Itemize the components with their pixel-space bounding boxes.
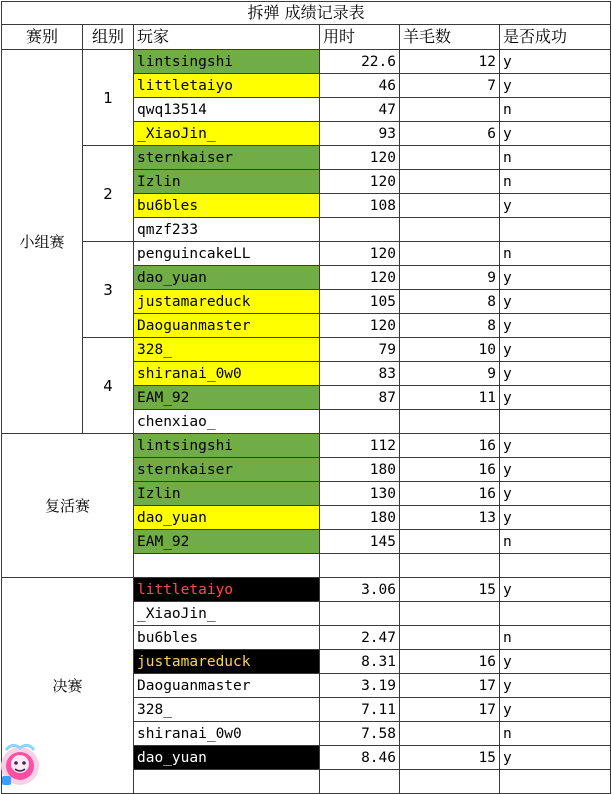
time-cell[interactable]: 7.11 (320, 698, 400, 722)
time-cell[interactable]: 8.46 (320, 746, 400, 770)
wool-cell[interactable]: 8 (400, 290, 500, 314)
table-row (2, 338, 611, 362)
success-cell[interactable]: y (500, 314, 611, 338)
time-cell[interactable]: 108 (320, 194, 400, 218)
wool-cell[interactable] (400, 146, 500, 170)
success-cell[interactable]: n (500, 146, 611, 170)
success-cell[interactable]: y (500, 746, 611, 770)
table-row (2, 242, 611, 266)
wool-cell[interactable] (400, 410, 500, 434)
time-cell[interactable]: 145 (320, 530, 400, 554)
success-cell[interactable]: y (500, 50, 611, 74)
wool-cell[interactable]: 9 (400, 266, 500, 290)
header-stage[interactable]: 赛别 (2, 25, 83, 50)
group-label[interactable]: 1 (83, 50, 134, 146)
wool-cell[interactable] (400, 98, 500, 122)
time-cell[interactable]: 7.58 (320, 722, 400, 746)
header-player[interactable]: 玩家 (134, 25, 320, 50)
player-cell[interactable]: sternkaiser (134, 146, 320, 170)
wool-cell[interactable]: 15 (400, 578, 500, 602)
success-cell[interactable] (500, 770, 611, 794)
time-cell[interactable] (320, 554, 400, 578)
wool-cell[interactable] (400, 218, 500, 242)
time-cell[interactable] (320, 410, 400, 434)
success-cell[interactable]: n (500, 626, 611, 650)
wool-cell[interactable] (400, 170, 500, 194)
time-cell[interactable]: 79 (320, 338, 400, 362)
wool-cell[interactable]: 16 (400, 458, 500, 482)
wool-cell[interactable]: 17 (400, 698, 500, 722)
player-cell[interactable]: sternkaiser (134, 458, 320, 482)
player-cell[interactable]: chenxiao_ (134, 410, 320, 434)
player-cell[interactable]: EAM_92 (134, 386, 320, 410)
mascot-sticker-icon (0, 740, 44, 788)
player-cell[interactable]: dao_yuan (134, 506, 320, 530)
success-cell[interactable]: n (500, 98, 611, 122)
player-cell[interactable]: 328_ (134, 698, 320, 722)
success-cell[interactable]: y (500, 506, 611, 530)
time-cell[interactable] (320, 770, 400, 794)
time-cell[interactable]: 2.47 (320, 626, 400, 650)
group-label[interactable]: 2 (83, 146, 134, 242)
time-cell[interactable]: 120 (320, 170, 400, 194)
wool-cell[interactable]: 8 (400, 314, 500, 338)
time-cell[interactable]: 120 (320, 146, 400, 170)
player-cell[interactable]: shiranai_0w0 (134, 362, 320, 386)
wool-cell[interactable] (400, 194, 500, 218)
time-cell[interactable]: 3.19 (320, 674, 400, 698)
time-cell[interactable]: 47 (320, 98, 400, 122)
time-cell[interactable]: 105 (320, 290, 400, 314)
table-row (2, 146, 611, 170)
section-final[interactable]: 决赛 (2, 578, 134, 794)
success-cell[interactable]: n (500, 530, 611, 554)
time-cell[interactable]: 87 (320, 386, 400, 410)
time-cell[interactable]: 46 (320, 74, 400, 98)
table-row (2, 50, 611, 74)
table-row (2, 434, 611, 458)
player-cell[interactable]: bu6bles (134, 194, 320, 218)
player-cell[interactable] (134, 554, 320, 578)
success-cell[interactable]: y (500, 266, 611, 290)
player-cell[interactable]: lintsingshi (134, 50, 320, 74)
player-cell[interactable]: 328_ (134, 338, 320, 362)
time-cell[interactable] (320, 602, 400, 626)
player-cell[interactable]: shiranai_0w0 (134, 722, 320, 746)
header-row (2, 25, 611, 50)
success-cell[interactable]: y (500, 650, 611, 674)
section-group-stage[interactable]: 小组赛 (2, 50, 83, 434)
player-cell[interactable]: dao_yuan (134, 746, 320, 770)
success-cell[interactable]: y (500, 434, 611, 458)
time-cell[interactable]: 83 (320, 362, 400, 386)
wool-cell[interactable]: 13 (400, 506, 500, 530)
score-table (1, 1, 611, 794)
player-cell[interactable]: lintsingshi (134, 434, 320, 458)
player-cell[interactable] (134, 770, 320, 794)
section-revival[interactable]: 复活赛 (2, 434, 134, 578)
time-cell[interactable]: 180 (320, 458, 400, 482)
wool-cell[interactable] (400, 626, 500, 650)
wool-cell[interactable]: 11 (400, 386, 500, 410)
wool-cell[interactable]: 6 (400, 122, 500, 146)
time-cell[interactable]: 130 (320, 482, 400, 506)
player-cell[interactable]: Izlin (134, 482, 320, 506)
time-cell[interactable]: 120 (320, 314, 400, 338)
player-cell[interactable]: bu6bles (134, 626, 320, 650)
header-wool[interactable]: 羊毛数 (400, 25, 500, 50)
time-cell[interactable]: 3.06 (320, 578, 400, 602)
player-cell[interactable]: Daoguanmaster (134, 674, 320, 698)
time-cell[interactable]: 112 (320, 434, 400, 458)
time-cell[interactable]: 120 (320, 266, 400, 290)
player-cell[interactable]: Izlin (134, 170, 320, 194)
success-cell[interactable]: y (500, 362, 611, 386)
wool-cell[interactable]: 16 (400, 434, 500, 458)
group-label[interactable]: 4 (83, 338, 134, 434)
group-label[interactable]: 3 (83, 242, 134, 338)
table-title: 拆弹 成绩记录表 (2, 2, 611, 25)
success-cell[interactable]: n (500, 722, 611, 746)
success-cell[interactable] (500, 218, 611, 242)
time-cell[interactable] (320, 218, 400, 242)
success-cell[interactable]: y (500, 458, 611, 482)
wool-cell[interactable]: 7 (400, 74, 500, 98)
time-cell[interactable]: 120 (320, 242, 400, 266)
success-cell[interactable]: y (500, 290, 611, 314)
wool-cell[interactable] (400, 602, 500, 626)
table-row (2, 578, 611, 602)
success-cell[interactable]: y (500, 386, 611, 410)
wool-cell[interactable]: 16 (400, 482, 500, 506)
header-time[interactable]: 用时 (320, 25, 400, 50)
wool-cell[interactable] (400, 530, 500, 554)
player-cell[interactable]: qmzf233 (134, 218, 320, 242)
player-cell[interactable]: _XiaoJin_ (134, 122, 320, 146)
player-cell[interactable]: justamareduck (134, 650, 320, 674)
time-cell[interactable]: 180 (320, 506, 400, 530)
player-cell[interactable]: _XiaoJin_ (134, 602, 320, 626)
player-cell[interactable]: dao_yuan (134, 266, 320, 290)
player-cell[interactable]: littletaiyo (134, 578, 320, 602)
header-group[interactable]: 组别 (83, 25, 134, 50)
wool-cell[interactable]: 12 (400, 50, 500, 74)
wool-cell[interactable]: 10 (400, 338, 500, 362)
player-cell[interactable]: penguincakeLL (134, 242, 320, 266)
player-cell[interactable]: Daoguanmaster (134, 314, 320, 338)
success-cell[interactable]: y (500, 194, 611, 218)
success-cell[interactable] (500, 554, 611, 578)
player-cell[interactable]: EAM_92 (134, 530, 320, 554)
wool-cell[interactable] (400, 722, 500, 746)
wool-cell[interactable] (400, 770, 500, 794)
player-cell[interactable]: justamareduck (134, 290, 320, 314)
time-cell[interactable]: 93 (320, 122, 400, 146)
time-cell[interactable]: 8.31 (320, 650, 400, 674)
success-cell[interactable]: n (500, 242, 611, 266)
title-row (2, 2, 611, 25)
success-cell[interactable] (500, 410, 611, 434)
player-cell[interactable]: qwq13514 (134, 98, 320, 122)
success-cell[interactable]: n (500, 170, 611, 194)
wool-cell[interactable]: 15 (400, 746, 500, 770)
wool-cell[interactable]: 17 (400, 674, 500, 698)
success-cell[interactable]: y (500, 674, 611, 698)
success-cell[interactable]: y (500, 698, 611, 722)
success-cell[interactable]: y (500, 578, 611, 602)
wool-cell[interactable] (400, 554, 500, 578)
success-cell[interactable]: y (500, 74, 611, 98)
wool-cell[interactable]: 16 (400, 650, 500, 674)
player-cell[interactable]: littletaiyo (134, 74, 320, 98)
wool-cell[interactable] (400, 242, 500, 266)
success-cell[interactable]: y (500, 122, 611, 146)
wool-cell[interactable]: 9 (400, 362, 500, 386)
success-cell[interactable]: y (500, 338, 611, 362)
success-cell[interactable]: y (500, 482, 611, 506)
header-success[interactable]: 是否成功 (500, 25, 611, 50)
success-cell[interactable] (500, 602, 611, 626)
time-cell[interactable]: 22.6 (320, 50, 400, 74)
